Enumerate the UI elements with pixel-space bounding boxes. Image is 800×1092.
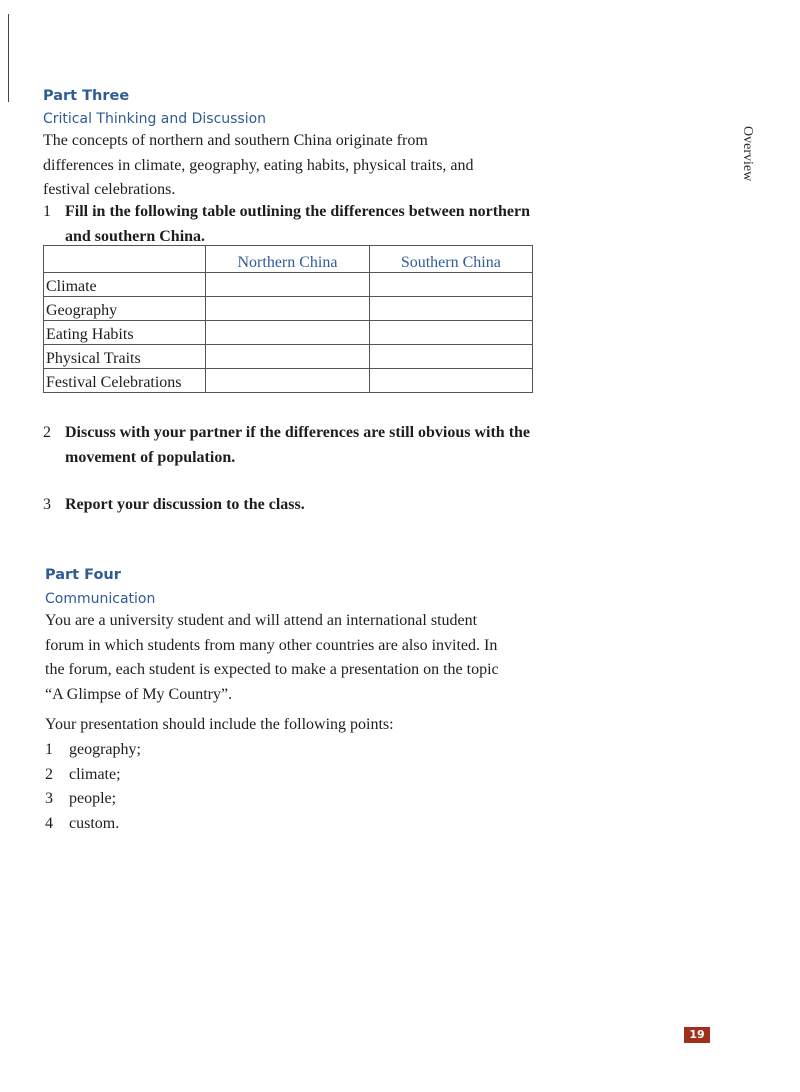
part-three-section-title: Critical Thinking and Discussion [43,111,267,127]
table-header-row [44,246,533,273]
table-header-northern: Northern China [206,246,369,273]
table-row [44,297,533,321]
blank-cell-southern[interactable] [369,321,532,345]
margin-rule [8,14,9,102]
part-four-section-title: Communication [45,591,156,607]
table-header-southern: Southern China [369,246,532,273]
row-label: Eating Habits [44,321,206,345]
blank-cell-southern[interactable] [369,297,532,321]
item-number: 2 [45,765,53,783]
table-row [44,345,533,369]
item-number: 3 [45,790,53,807]
blank-cell-southern[interactable] [369,273,532,297]
part-four-title: Part Four [45,567,121,583]
part-four-intro [45,609,565,707]
instruction-item-2 [43,421,563,470]
item-number: 4 [45,814,53,832]
blank-cell-northern[interactable] [206,345,369,369]
table-row [44,321,533,345]
list-item [45,763,345,788]
blank-cell-northern[interactable] [206,297,369,321]
points-list [45,738,345,836]
points-intro: Your presentation should include the following points: [45,716,394,733]
intro-line: The concepts of northern and southern China originate from [43,132,428,149]
item-text-line1: Fill in the following table outlining the differences between northern [65,203,531,220]
list-item [45,787,345,812]
blank-cell-southern[interactable] [369,369,532,393]
part-three-title: Part Three [43,88,130,104]
item-number: 1 [43,203,51,220]
row-label: Geography [44,297,206,321]
page-number-badge: 19 [684,1027,710,1043]
list-item [45,738,345,763]
blank-cell-northern[interactable] [206,369,369,393]
table-row [44,369,533,393]
instruction-item-1 [43,200,563,249]
intro-line: the forum, each student is expected to make a presentation on the topic [45,661,499,678]
intro-line: differences in climate, geography, eating habits, physical traits, and [43,156,474,174]
item-number: 2 [43,424,51,441]
blank-cell-northern[interactable] [206,273,369,297]
item-text: Report your discussion to the class. [65,496,305,513]
intro-line: festival celebrations. [43,181,176,198]
item-number: 3 [43,496,51,513]
table-row [44,273,533,297]
item-text-line2: movement of population. [65,448,236,466]
row-label: Festival Celebrations [44,369,206,393]
side-label-overview: Overview [740,126,755,182]
item-text: climate; [69,765,121,783]
row-label: Climate [44,273,206,297]
item-number: 1 [45,741,53,758]
intro-line: You are a university student and will attend an international student [45,612,478,629]
part-three-intro [43,129,563,203]
differences-table [43,245,533,393]
intro-line: “A Glimpse of My Country”. [45,685,233,703]
blank-cell-southern[interactable] [369,345,532,369]
list-item [45,812,345,837]
item-text-line1: Discuss with your partner if the differences are still obvious with the [65,424,531,441]
item-text: geography; [69,741,141,758]
item-text: people; [69,790,117,807]
instruction-item-3 [43,493,563,518]
row-label: Physical Traits [44,345,206,369]
item-text-line2: and southern China. [65,227,206,245]
intro-line: forum in which students from many other countries are also invited. In [45,636,498,654]
blank-cell-northern[interactable] [206,321,369,345]
table-header-empty [44,246,206,273]
item-text: custom. [69,814,120,832]
